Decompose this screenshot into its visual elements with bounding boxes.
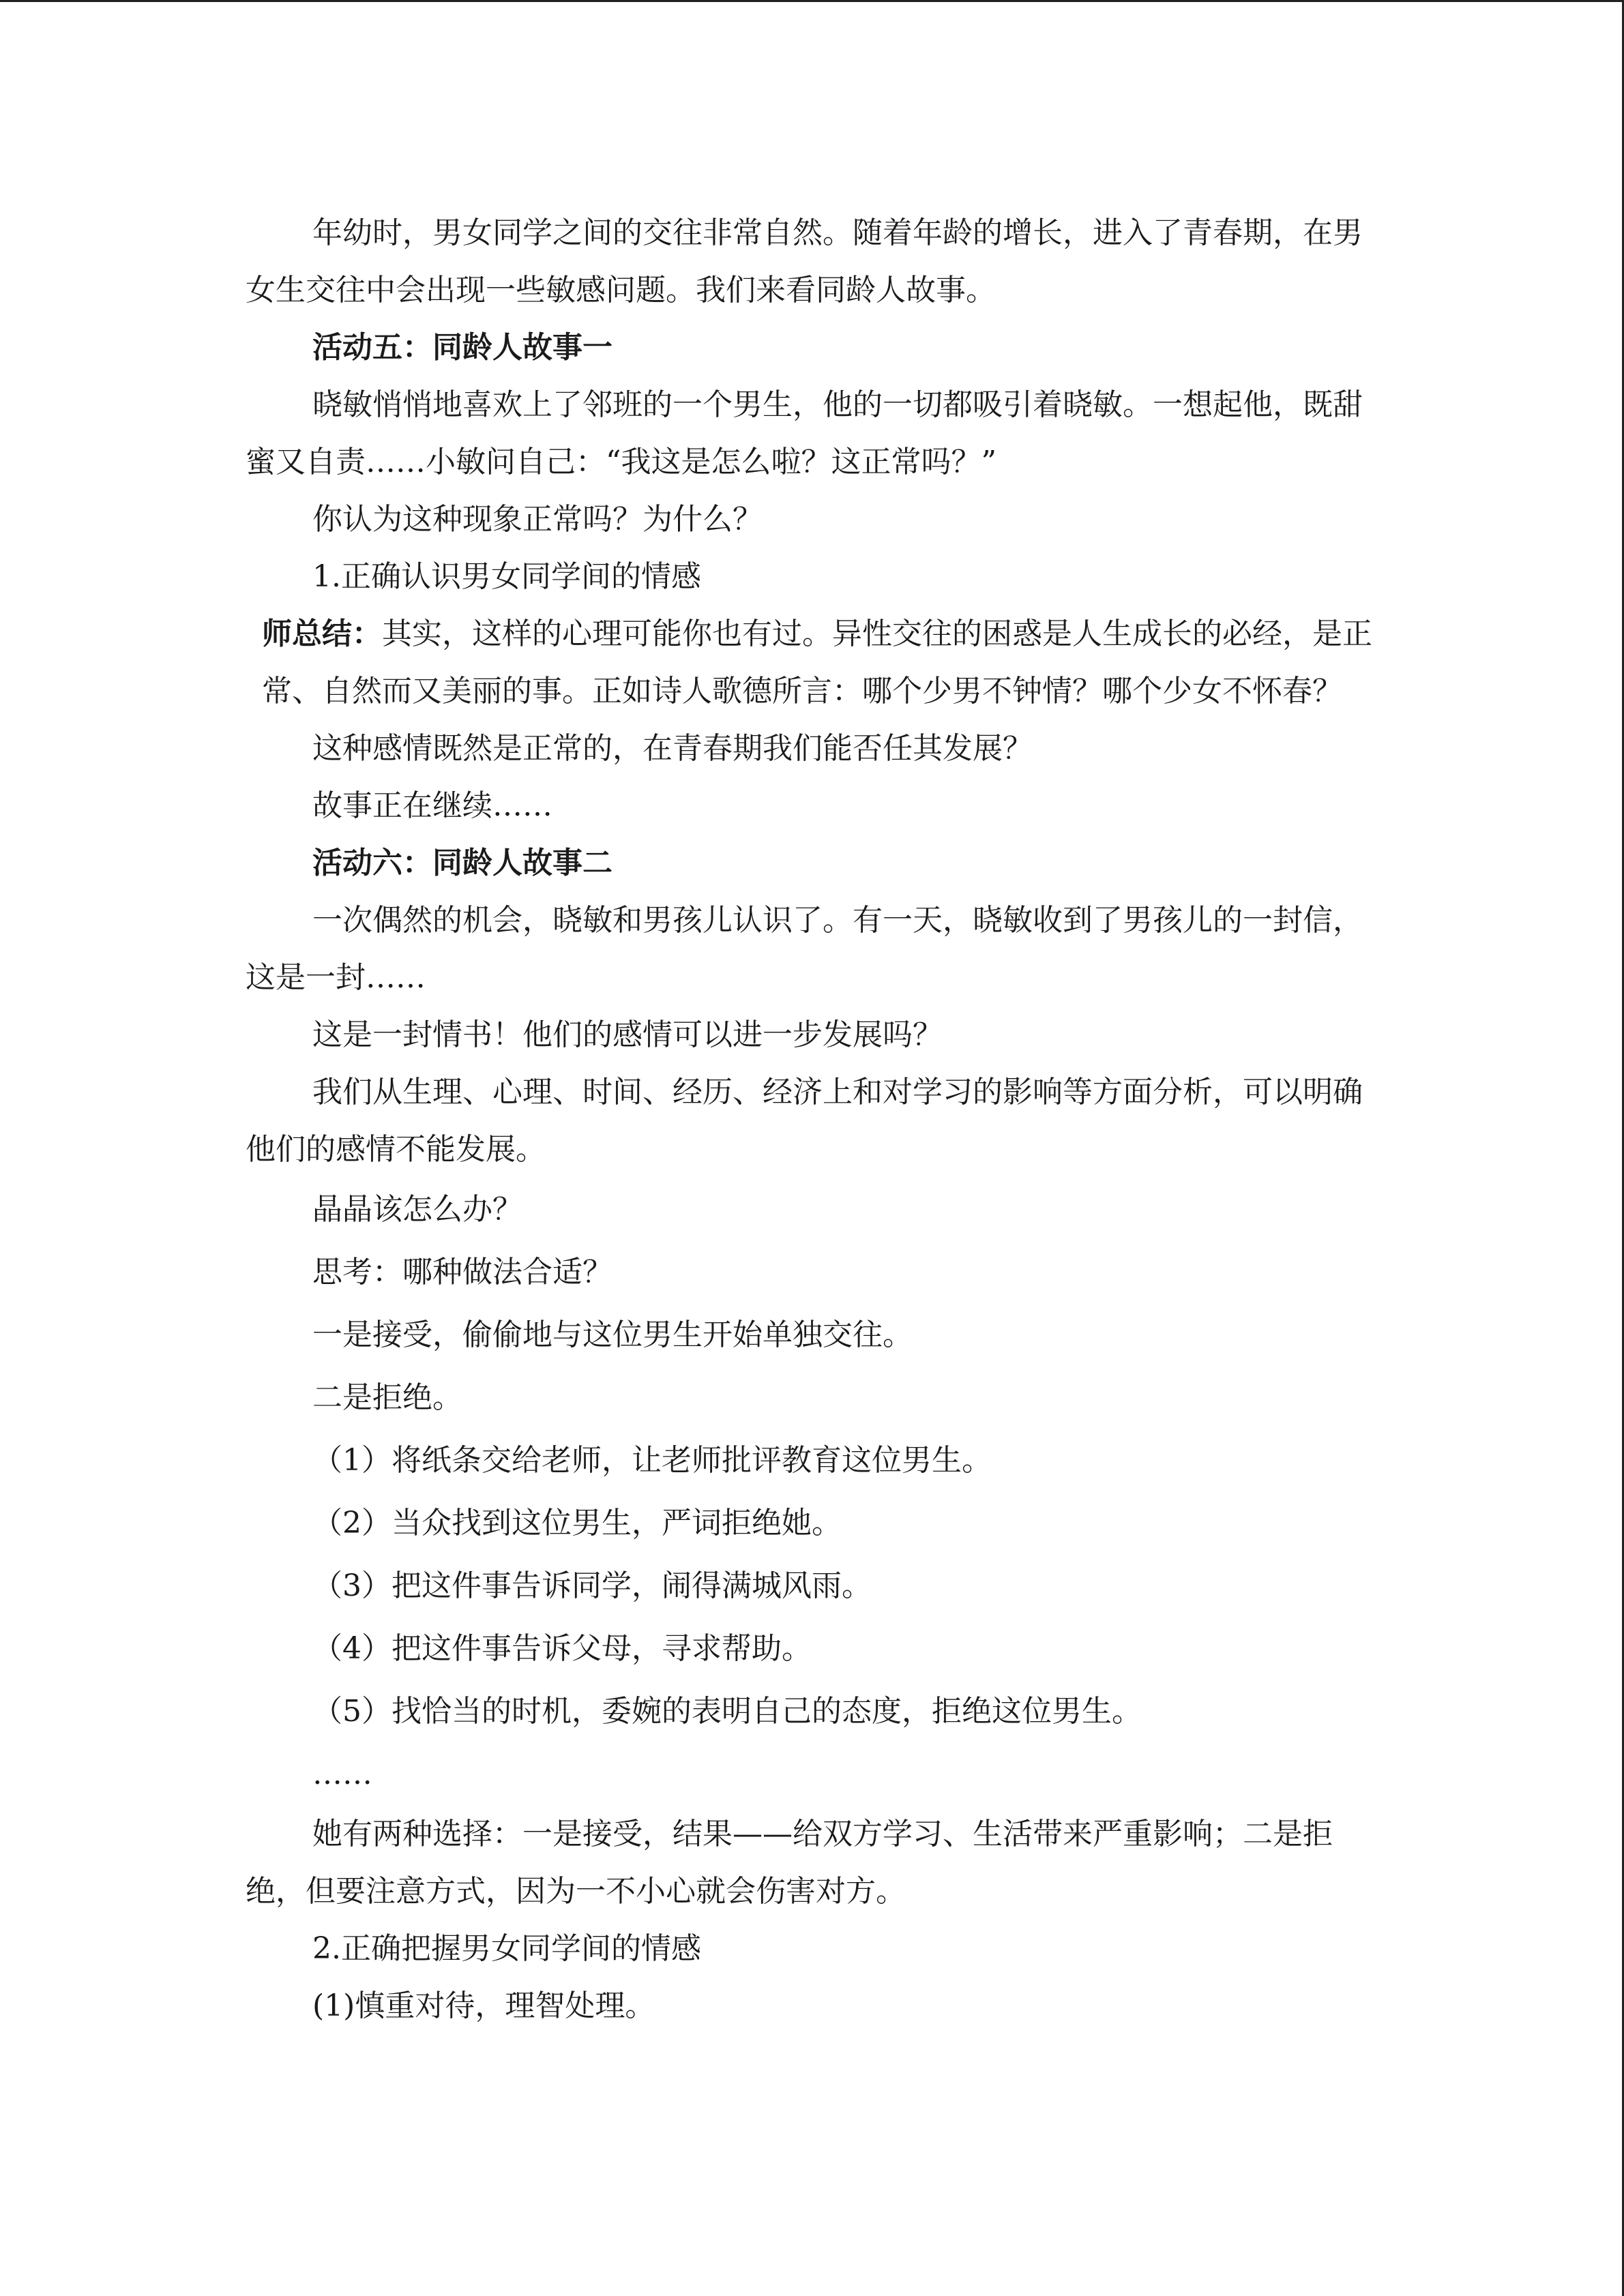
document-page (246, 205, 1378, 2035)
summary-label: 师总结： (262, 616, 382, 651)
point2-heading: 2.正确把握男女同学间的情感 (312, 1931, 701, 1966)
letter-question-paragraph: 这是一封情书！他们的感情可以进一步发展吗？ (312, 1017, 943, 1052)
story2-paragraph: 一次偶然的机会，晓敏和男孩儿认识了。有一天，晓敏收到了男孩儿的一封信，这是一封…… (246, 903, 1363, 995)
point2-sub1-paragraph: (1)慎重对待，理智处理。 (312, 1988, 655, 2023)
page-top-border (0, 0, 1624, 2)
intro-paragraph: 年幼时，男女同学之间的交往非常自然。随着年龄的增长，进入了青春期，在男女生交往中会出现一些敏感问题。我们来看同龄人故事。 (246, 215, 1363, 308)
story1-paragraph: 晓敏悄悄地喜欢上了邻班的一个男生，他的一切都吸引着晓敏。一想起他，既甜蜜又自责……小敏问自己：“我这是怎么啦？这正常吗？” (246, 387, 1363, 479)
sub-option-item: （1）将纸条交给老师，让老师批评教育这位男生。 (312, 1443, 992, 1478)
option-reject-paragraph: 二是拒绝。 (312, 1380, 462, 1415)
summary-text: 其实，这样的心理可能你也有过。异性交往的困惑是人生成长的必经，是正常、自然而又美丽的事。正如诗人歌德所言：哪个少男不钟情？哪个少女不怀春？ (262, 616, 1372, 709)
option-accept-paragraph: 一是接受，偷偷地与这位男生开始单独交往。 (312, 1317, 913, 1352)
sub-option-item: （5）找恰当的时机，委婉的表明自己的态度，拒绝这位男生。 (312, 1694, 1142, 1729)
analysis-paragraph: 我们从生理、心理、时间、经历、经济上和对学习的影响等方面分析，可以明确他们的感情不能发展。 (246, 1075, 1363, 1167)
activity6-heading: 活动六：同龄人故事二 (312, 846, 612, 880)
think-paragraph: 思考：哪种做法合适？ (312, 1255, 612, 1289)
choice-summary-paragraph: 她有两种选择：一是接受，结果——给双方学习、生活带来严重影响；二是拒绝，但要注意方式，因为一不小心就会伤害对方。 (246, 1817, 1333, 1909)
continue-paragraph: 故事正在继续…… (312, 788, 552, 823)
sub-option-item: （3）把这件事告诉同学，闹得满城风雨。 (312, 1568, 872, 1603)
activity5-heading: 活动五：同龄人故事一 (312, 330, 612, 365)
question1-paragraph: 你认为这种现象正常吗？为什么？ (312, 502, 763, 537)
sub-option-item: （2）当众找到这位男生，严词拒绝她。 (312, 1506, 842, 1540)
ellipsis-line: …… (312, 1757, 372, 1791)
what-to-do-paragraph: 晶晶该怎么办？ (312, 1192, 522, 1227)
question2-paragraph: 这种感情既然是正常的，在青春期我们能否任其发展？ (312, 731, 1033, 766)
summary-paragraph (246, 606, 1381, 720)
point1-heading: 1.正确认识男女同学间的情感 (312, 559, 701, 594)
sub-option-item: （4）把这件事告诉父母，寻求帮助。 (312, 1631, 812, 1666)
